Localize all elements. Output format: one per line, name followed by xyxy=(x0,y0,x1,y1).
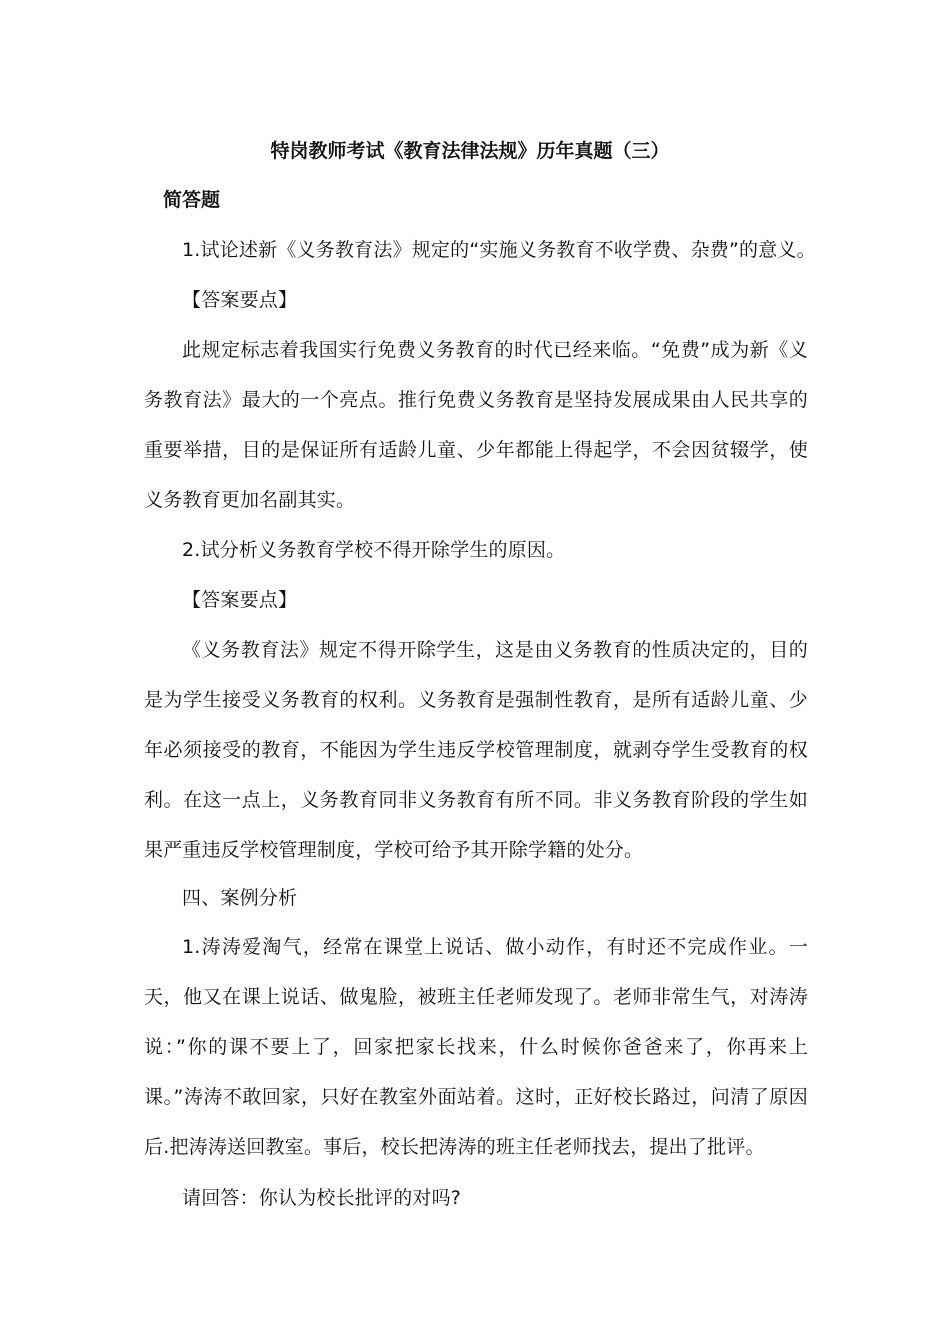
answer-1-text: 此规定标志着我国实行免费义务教育的时代已经来临。“免费”成为新《义务教育法》最大的一个亮点。推行免费义务教育是坚持发展成果由人民共享的重要举措，目的是保证所有适龄儿童、少年都能上得起学，不会因贫辍学，使义务教育更加名副其实。 xyxy=(144,339,808,511)
answer-label-2: 【答案要点】 xyxy=(182,589,298,611)
section-heading-short-answer: 简答题 xyxy=(163,189,221,211)
question-1: 1.试论述新《义务教育法》规定的“实施义务教育不收学费、杂费”的意义。 xyxy=(182,239,816,261)
document-title: 特岗教师考试《教育法律法规》历年真题（三） xyxy=(270,140,670,162)
answer-label-1: 【答案要点】 xyxy=(182,289,298,311)
section-heading-case-analysis: 四、案例分析 xyxy=(182,887,298,909)
case-1-prompt: 请回答：你认为校长批评的对吗? xyxy=(182,1187,462,1209)
answer-2-text: 《义务教育法》规定不得开除学生，这是由义务教育的性质决定的，目的是为学生接受义务教育的权利。义务教育是强制性教育，是所有适龄儿童、少年必须接受的教育，不能因为学生违反学校管理制度，就剥夺学生受教育的权利。在这一点上，义务教育同非义务教育有所不同。非义务教育阶段的学生如果严重违反学校管理制度，学校可给予其开除学籍的处分。 xyxy=(144,639,808,861)
case-1-text: 1.涛涛爱淘气，经常在课堂上说话、做小动作，有时还不完成作业。一天，他又在课上说话、做鬼脸，被班主任老师发现了。老师非常生气，对涛涛说：”你的课不要上了，回家把家长找来，什么时候你爸爸来了，你再来上课。”涛涛不敢回家，只好在教室外面站着。这时，正好校长路过，问清了原因后.把涛涛送回教室。事后，校长把涛涛的班主任老师找去，提出了批评。 xyxy=(144,936,808,1158)
question-2: 2.试分析义务教育学校不得开除学生的原因。 xyxy=(182,539,566,561)
